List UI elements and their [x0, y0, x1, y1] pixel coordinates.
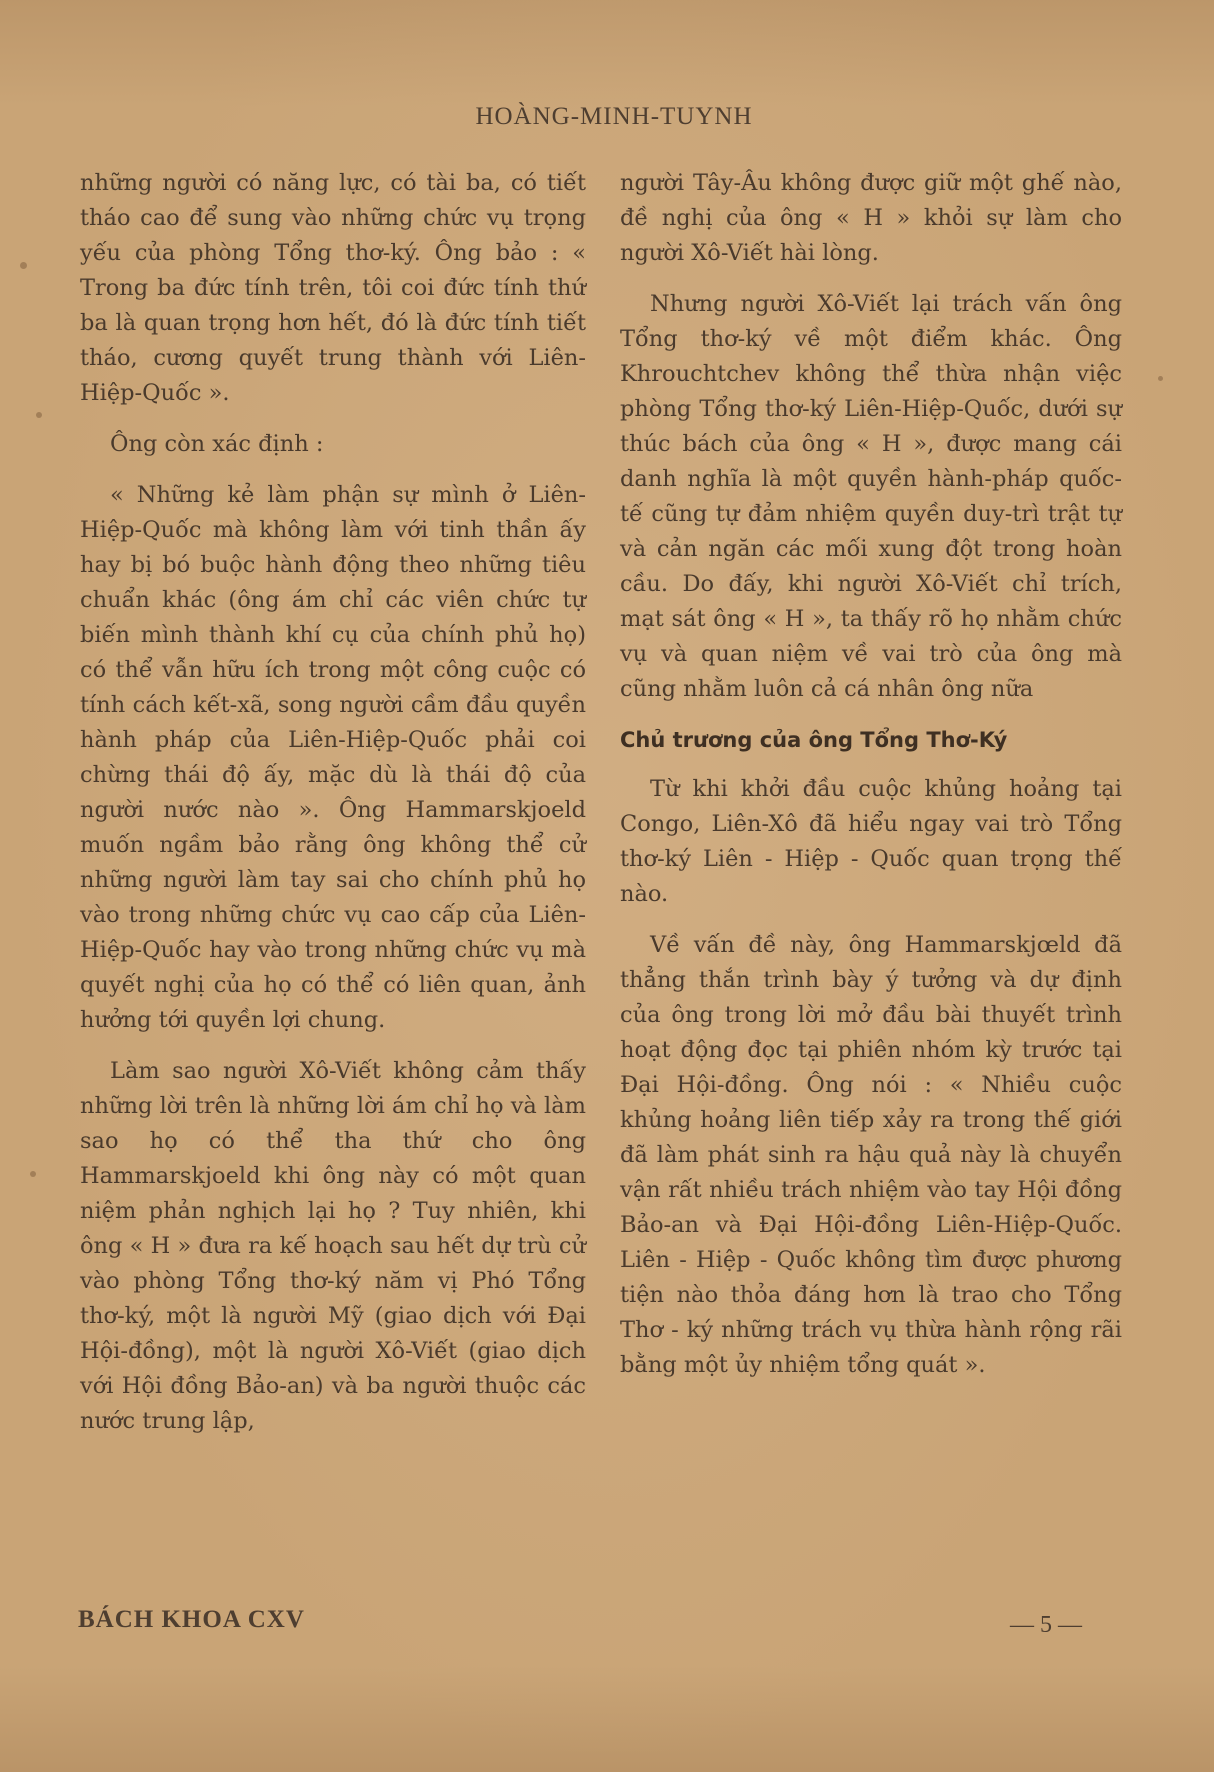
paragraph: những người có năng lực, có tài ba, có tiết tháo cao để sung vào những chức vụ trọng yếu của phòng Tổng thơ-ký. Ông bảo : « Trong ba đức tính trên, tôi coi đức tính thứ ba là quan trọng hơn hết, đó là đức tính tiết tháo, cương quyết trung thành với Liên-Hiệp-Quốc ». — [80, 170, 586, 406]
stain-spot — [30, 1171, 36, 1177]
paragraph: Làm sao người Xô-Viết không cảm thấy những lời trên là những lời ám chỉ họ và làm sao họ có thể tha thứ cho ông Hammarskjoeld khi ông này có một quan niệm phản nghịch lại họ ? Tuy nhiên, khi ông « H » đưa ra kế hoạch sau hết dự trù cử vào phòng Tổng thơ-ký năm vị Phó Tổng thơ-ký, một là người Mỹ (giao dịch với Đại Hội-đồng), một là người Xô-Viết (giao dịch với Hội đồng Bảo-an) và ba người thuộc các nước trung lập, — [80, 1058, 586, 1434]
paragraph: Nhưng người Xô-Viết lại trách vấn ông Tổng thơ-ký về một điểm khác. Ông Khrouchtchev không thể thừa nhận việc phòng Tổng thơ-ký Liên-Hiệp-Quốc, dưới sự thúc bách của ông « H », được mang cái danh nghĩa là một quyền hành-pháp quốc-tế cũng tự đảm nhiệm quyền duy-trì trật tự và cản ngăn các mối xung đột trong hoàn cầu. Do đấy, khi người Xô-Viết chỉ trích, mạt sát ông « H », ta thấy rõ họ nhằm chức vụ và quan niệm về vai trò của ông mà cũng nhằm luôn cả cá nhân ông nữa — [620, 291, 1122, 702]
page-edge — [1214, 0, 1228, 1772]
left-column — [80, 166, 586, 1455]
quote-paragraph: « Những kẻ làm phận sự mình ở Liên-Hiệp-Quốc mà không làm với tinh thần ấy hay bị bó buộc hành động theo những tiêu chuẩn khác (ông ám chỉ các viên chức tự biến mình thành khí cụ của chính phủ họ) có thể vẫn hữu ích trong một công cuộc có tính cách kết-xã, song người cầm đầu quyền hành pháp của Liên-Hiệp-Quốc phải coi chừng thái độ ấy, mặc dù là thái độ của người nước nào ». Ông Hammarskjoeld muốn ngầm bảo rằng ông không thể cử những người làm tay sai cho chính phủ họ vào trong những chức vụ cao cấp của Liên-Hiệp-Quốc hay vào trong những chức vụ mà quyết nghị của họ có thể có liên quan, ảnh hưởng tới quyền lợi chung. — [80, 482, 586, 1033]
paragraph: người Tây-Âu không được giữ một ghế nào, đề nghị của ông « H » khỏi sự làm cho người Xô-Viết hài lòng. — [620, 170, 1122, 266]
paragraph: Ông còn xác định : — [110, 431, 324, 457]
stain-spot — [1158, 376, 1163, 381]
stain-spot — [20, 262, 27, 269]
right-column — [620, 166, 1122, 1399]
page-header: HOÀNG-MINH-TUYNH — [475, 103, 753, 130]
section-heading: Chủ trương của ông Tổng Thơ-Ký — [620, 728, 1008, 752]
paragraph: Từ khi khởi đầu cuộc khủng hoảng tại Congo, Liên-Xô đã hiểu ngay vai trò Tổng thơ-ký Liên - Hiệp - Quốc quan trọng thế nào. — [620, 776, 1122, 907]
page-number: — 5 — — [1010, 1612, 1082, 1638]
stain-spot — [36, 412, 42, 418]
magazine-name: BÁCH KHOA CXV — [78, 1606, 305, 1633]
paragraph: Về vấn đề này, ông Hammarskjœld đã thẳng thắn trình bày ý tưởng và dự định của ông trong lời mở đầu bài thuyết trình hoạt động đọc tại phiên nhóm kỳ trước tại Đại Hội-đồng. Ông nói : « Nhiều cuộc khủng hoảng liên tiếp xảy ra trong thế giới đã làm phát sinh ra hậu quả này là chuyển vận rất nhiều trách nhiệm vào tay Hội đồng Bảo-an và Đại Hội-đồng Liên-Hiệp-Quốc. Liên - Hiệp - Quốc không tìm được phương tiện nào thỏa đáng hơn là trao cho Tổng Thơ - ký những trách vụ thừa hành rộng rãi bằng một ủy nhiệm tổng quát ». — [620, 932, 1122, 1378]
